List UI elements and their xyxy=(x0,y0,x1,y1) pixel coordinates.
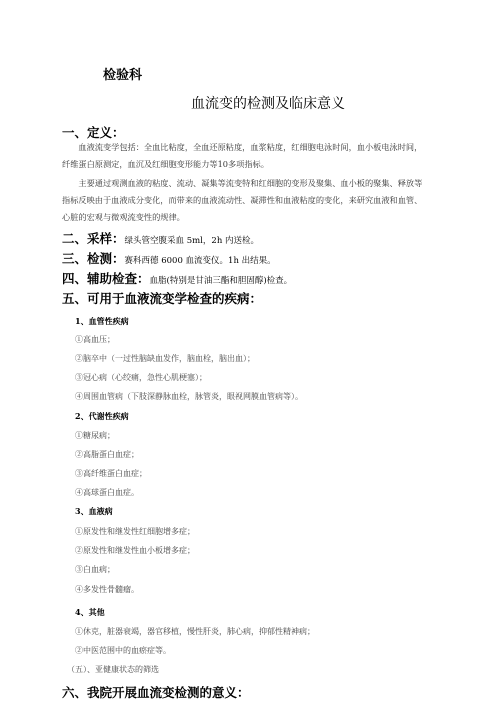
list-item: ①糖尿病； xyxy=(75,431,115,440)
list-item: ②高脂蛋白血症； xyxy=(75,450,139,459)
document-title: 血流变的检测及临床意义 xyxy=(191,96,345,112)
section-detection xyxy=(62,249,276,267)
section-detection-heading: 三、检测： xyxy=(62,251,125,266)
list-item: ③冠心病（心绞痛，急性心肌梗塞）； xyxy=(75,373,207,382)
definition-paragraph-2: 主要通过观测血液的粘度、流动、凝集等流变特和红细胞的变形及聚集、血小板的聚集、释放等指标反映由于血液成分变化，而带来的血液流动性、凝滞性和血液粘度的变化，来研究血液和血管、心脏的宏观与微观流变性的规律。 xyxy=(62,178,423,222)
list-item: ④周围血管病（下肢深静脉血栓，脉管炎，眼视网膜血管病等）。 xyxy=(75,392,303,401)
list-item: ③高纤维蛋白血症； xyxy=(75,469,147,478)
group-other-heading: 4、其他 xyxy=(75,607,105,617)
section-significance-heading: 六、我院开展血流变检测的意义： xyxy=(62,685,250,700)
list-item: ①高血压； xyxy=(75,335,115,344)
section-definition-heading: 一、定义： xyxy=(62,125,125,140)
section-auxiliary-heading: 四、辅助检查： xyxy=(62,271,150,286)
list-item: ④多发性骨髓瘤。 xyxy=(75,585,139,594)
department-label: 检验科 xyxy=(103,68,143,83)
definition-paragraph-1: 血液流变学包括：全血比粘度，全血还原粘度，血浆粘度，红细胞电泳时间，血小板电泳时间，纤维蛋白原测定，血沉及红细胞变形能力等10多项指标。 xyxy=(62,142,423,169)
section-auxiliary-text: 血脂(特别是甘油三酯和胆固醇)检查。 xyxy=(149,276,293,286)
list-item: ③白血病； xyxy=(75,565,115,574)
list-item: ①休克，脏器衰竭，器官移植，慢性肝炎，肺心病，抑郁性精神病； xyxy=(75,627,315,636)
list-item: ②脑卒中（一过性脑缺血发作，脑血栓，脑出血）； xyxy=(75,354,255,363)
section-auxiliary xyxy=(62,269,292,287)
section-diseases-heading: 五、可用于血液流变学检查的疾病： xyxy=(62,291,263,306)
list-item: ④高球蛋白血症。 xyxy=(75,488,139,497)
list-item: ②原发性和继发性血小板增多症； xyxy=(75,546,195,555)
section-sampling-heading: 二、采样： xyxy=(62,231,125,246)
list-item: ①原发性和继发性红细胞增多症； xyxy=(75,527,195,536)
section-sampling xyxy=(62,229,259,247)
list-item: ②中医范围中的血瘀症等。 xyxy=(75,646,171,655)
group-vascular-heading: 1、血管性疾病 xyxy=(75,316,129,326)
group-metabolic-heading: 2、代谢性疾病 xyxy=(75,411,129,421)
group-blood-heading: 3、血液病 xyxy=(75,506,113,516)
group-subhealth: （五）、亚健康状态的筛选 xyxy=(67,665,159,674)
section-sampling-text: 绿头管空腹采血 5ml，2h 内送检。 xyxy=(124,236,259,246)
section-detection-text: 赛科西德 6000 血流变仪。1h 出结果。 xyxy=(124,256,276,266)
